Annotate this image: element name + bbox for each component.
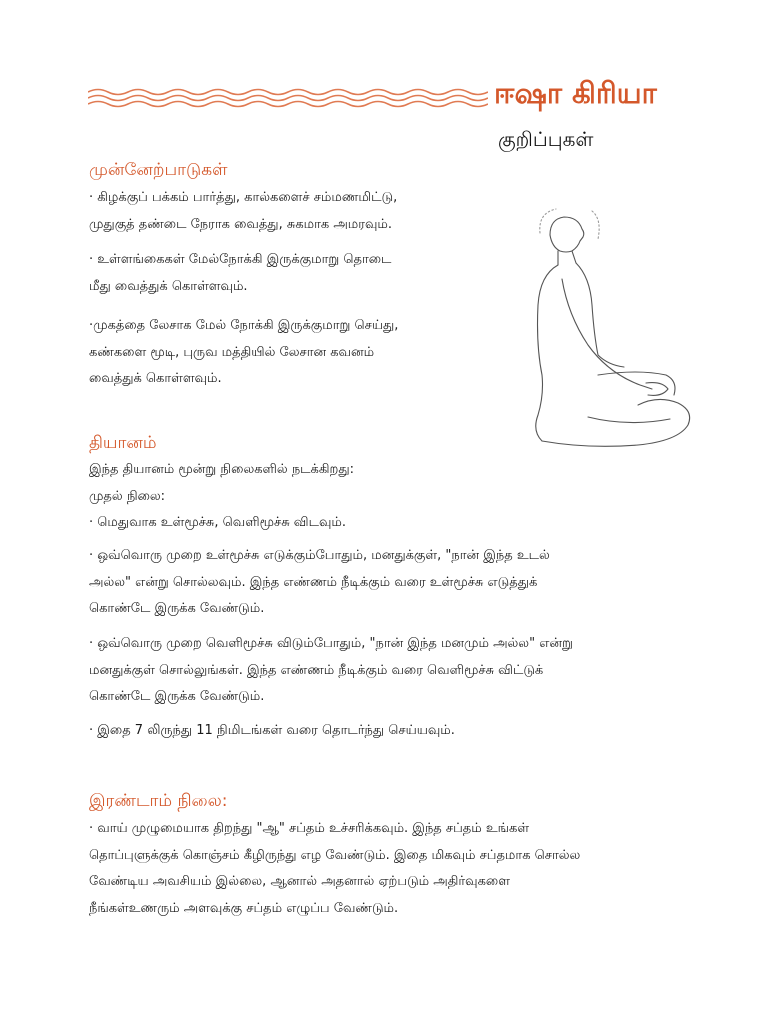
- meditation-intro: [89, 457, 354, 537]
- text-line: · ஒவ்வொரு முறை வெளிமூச்சு விடும்போதும், "நான் இந்த மனமும் அல்ல" என்று: [89, 636, 573, 651]
- text-line: · மெதுவாக உள்மூச்சு, வெளிமூச்சு விடவும்.: [89, 515, 346, 530]
- text-line: மீது வைத்துக் கொள்ளவும்.: [89, 278, 248, 294]
- text-line: வைத்துக் கொள்ளவும்.: [89, 371, 222, 386]
- text-line: கொண்டே இருக்க வேண்டும்.: [89, 689, 265, 704]
- text-line: கொண்டே இருக்க வேண்டும்.: [89, 601, 265, 616]
- meditating-figure-icon: [528, 205, 698, 455]
- text-line: அல்ல" என்று சொல்லவும். இந்த எண்ணம் நீடிக்கும் வரை உள்மூச்சு எடுத்துக்: [89, 574, 538, 590]
- preparation-paragraph-1: [89, 185, 397, 238]
- meditation-paragraph-3: [89, 718, 455, 745]
- page-subtitle: குறிப்புகள்: [498, 127, 594, 151]
- wave-ornament-icon: [88, 86, 488, 108]
- text-line: வேண்டிய அவசியம் இல்லை, ஆனால் அதனால் ஏற்படும் அதிர்வுகளை: [89, 874, 510, 889]
- text-line: · கிழக்குப் பக்கம் பார்த்து, கால்களைச் சம்மணமிட்டு,: [89, 190, 398, 205]
- text-line: · உள்ளங்கைகள் மேல்நோக்கி இருக்குமாறு தொடை: [89, 252, 392, 267]
- section-heading-preparation: முன்னேற்பாடுகள்: [89, 160, 228, 180]
- text-line: · வாய் முழுமையாக திறந்து "ஆ" சப்தம் உச்சரிக்கவும். இந்த சப்தம் உங்கள்: [89, 821, 530, 836]
- text-line: இந்த தியானம் மூன்று நிலைகளில் நடக்கிறது:: [89, 462, 355, 477]
- section-heading-meditation: தியானம்: [89, 433, 157, 453]
- section-heading-second-stage: இரண்டாம் நிலை:: [89, 791, 228, 811]
- text-line: மனதுக்குள் சொல்லுங்கள். இந்த எண்ணம் நீடிக்கும் வரை வெளிமூச்சு விட்டுக்: [89, 662, 544, 678]
- preparation-paragraph-2: [89, 247, 391, 300]
- page-title: ஈஷா கிரியா: [494, 76, 657, 110]
- text-line: · இதை 7 லிருந்து 11 நிமிடங்கள் வரை தொடர்ந்து செய்யவும்.: [89, 723, 455, 738]
- meditation-paragraph-2: [89, 631, 573, 711]
- meditation-paragraph-1: [89, 543, 550, 623]
- second-stage-paragraph: [89, 816, 580, 922]
- text-line: · ஒவ்வொரு முறை உள்மூச்சு எடுக்கும்போதும், மனதுக்குள், "நான் இந்த உடல்: [89, 548, 550, 563]
- text-line: தொப்புளுக்குக் கொஞ்சம் கீழிருந்து எழ வேண்டும். இதை மிகவும் சப்தமாக சொல்ல: [89, 847, 581, 863]
- text-line: முதல் நிலை:: [89, 488, 166, 504]
- text-line: ·முகத்தை லேசாக மேல் நோக்கி இருக்குமாறு செய்து,: [89, 318, 399, 333]
- preparation-paragraph-3: [89, 313, 398, 393]
- text-line: கண்களை மூடி, புருவ மத்தியில் லேசான கவனம்: [89, 344, 375, 360]
- text-line: முதுகுத் தண்டை நேராக வைத்து, சுகமாக அமரவும்.: [89, 216, 393, 232]
- text-line: நீங்கள்உணரும் அளவுக்கு சப்தம் எழுப்ப வேண்டும்.: [89, 900, 399, 916]
